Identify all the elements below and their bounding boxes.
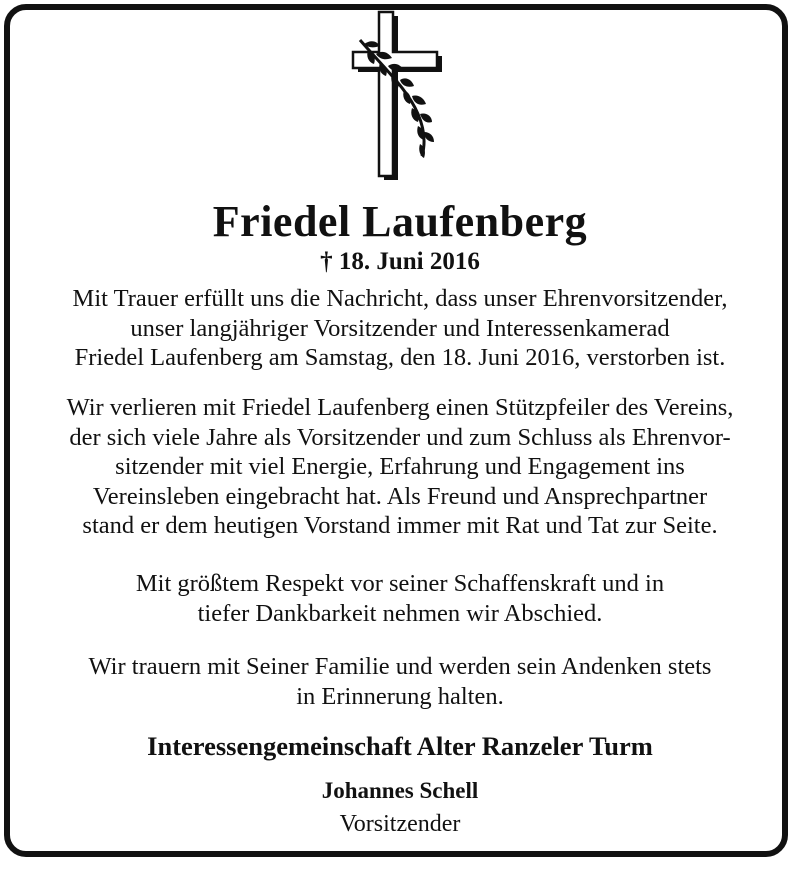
text-line: Mit größtem Respekt vor seiner Schaffenskraft und in: [135, 570, 665, 597]
text-line: Wir verlieren mit Friedel Laufenberg einen Stützpfeiler des Vereins,: [66, 394, 734, 421]
text-line: Friedel Laufenberg am Samstag, den 18. Juni 2016, verstorben ist.: [74, 344, 726, 371]
text-line: Mit Trauer erfüllt uns die Nachricht, dass unser Ehrenvorsitzender,: [72, 285, 728, 312]
text-line: stand er dem heutigen Vorstand immer mit Rat und Tat zur Seite.: [82, 512, 718, 539]
death-date: † 18. Juni 2016: [320, 248, 480, 275]
paragraph-announcement: [20, 284, 780, 373]
text-line: sitzender mit viel Energie, Erfahrung und Engagement ins: [115, 453, 685, 480]
signer-role: Vorsitzender: [339, 811, 461, 837]
signer-name: Johannes Schell: [321, 778, 479, 803]
text-line: unser langjähriger Vorsitzender und Interessenkamerad: [130, 314, 670, 342]
text-line: Vereinsleben eingebracht hat. Als Freund und Ansprechpartner: [92, 482, 708, 510]
paragraph-mourning: [20, 652, 780, 711]
text-line: der sich viele Jahre als Vorsitzender und zum Schluss als Ehrenvor-: [69, 423, 731, 451]
paragraph-farewell: [20, 569, 780, 628]
deceased-name: Friedel Laufenberg: [212, 197, 588, 246]
text-line: in Erinnerung halten.: [296, 682, 504, 710]
text-line: Wir trauern mit Seiner Familie und werden sein Andenken stets: [88, 653, 712, 680]
cross-with-palm-icon: [346, 10, 456, 185]
paragraph-tribute: [20, 393, 780, 541]
text-line: tiefer Dankbarkeit nehmen wir Abschied.: [197, 599, 603, 627]
organization-name: Interessengemeinschaft Alter Ranzeler Turm: [147, 731, 653, 761]
